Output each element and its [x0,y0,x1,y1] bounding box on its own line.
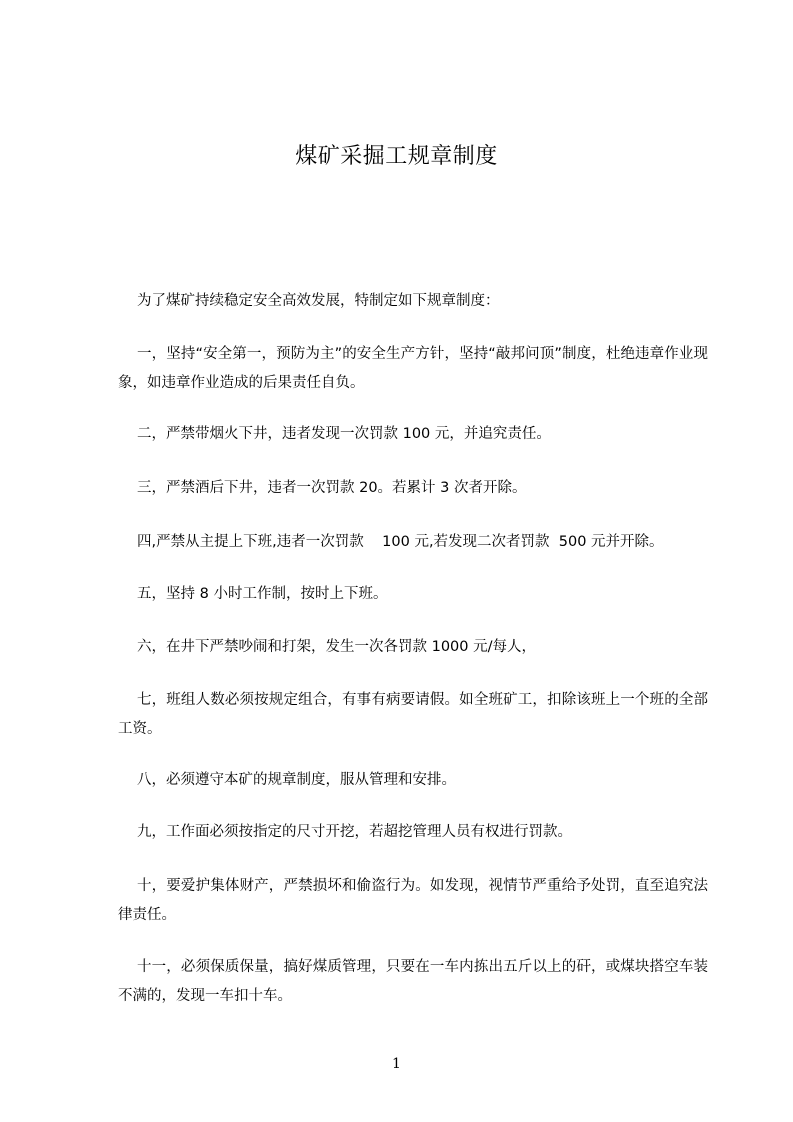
rule-8: 八，必须遵守本矿的规章制度，服从管理和安排。 [137,772,456,788]
rule-3: 三，严禁酒后下井，违者一次罚款 20。若累计 3 次者开除。 [137,480,527,496]
rule-5: 五，坚持 8 小时工作制，按时上下班。 [137,586,388,602]
rule-10: 十，要爱护集体财产，严禁损坏和偷盗行为。如发现，视情节严重给予处罚，直至追究法律责任。 [118,878,708,923]
rule-7: 七，班组人数必须按规定组合，有事有病要请假。如全班矿工，扣除该班上一个班的全部工资。 [118,692,708,737]
rule-1: 一，坚持“安全第一，预防为主”的安全生产方针，坚持“敲邦问顶”制度，杜绝违章作业现象，如违章作业造成的后果责任自负。 [118,346,708,391]
page-number: 1 [392,1056,401,1072]
rule-2: 二，严禁带烟火下井，违者发现一次罚款 100 元，并追究责任。 [137,426,551,442]
rule-9: 九，工作面必须按指定的尺寸开挖，若超挖管理人员有权进行罚款。 [137,824,572,840]
rule-11: 十一，必须保质保量，搞好煤质管理，只要在一车内拣出五斤以上的矸，或煤块搭空车装不满的，发现一车扣十车。 [118,959,708,1004]
intro-paragraph: 为了煤矿持续稳定安全高效发展，特制定如下规章制度： [137,293,500,309]
rule-4: 四,严禁从主提上下班,违者一次罚款 100 元,若发现二次者罚款 500 元并开除。 [137,534,664,550]
rule-6: 六，在井下严禁吵闹和打架，发生一次各罚款 1000 元/每人， [137,639,537,655]
document-title: 煤矿采掘工规章制度 [295,144,498,169]
